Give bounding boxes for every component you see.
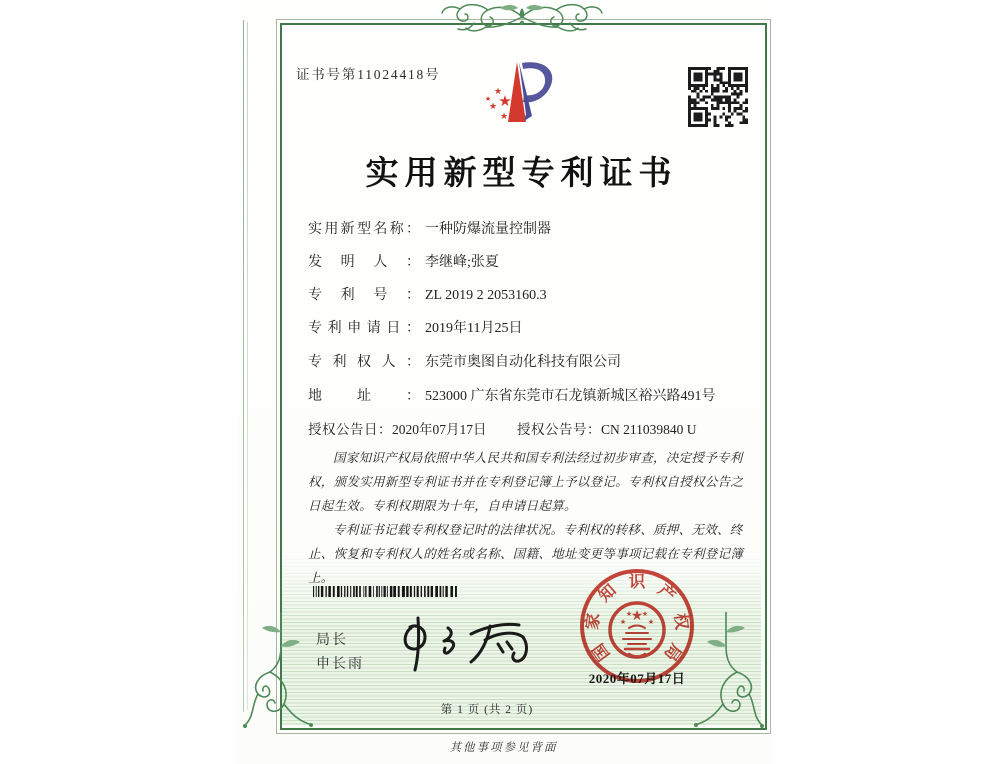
back-note: 其他事项参见背面 xyxy=(449,742,558,754)
field-value: 东莞市奥图自动化科技有限公司 xyxy=(425,355,621,370)
statutory-paragraph-1: 国家知识产权局依照中华人民共和国专利法经过初步审查，决定授予专利权，颁发实用新型专利证书并在专利登记簿上予以登记。专利权自授权公告之日起生效。专利权期限为十年，自申请日起算。 xyxy=(308,451,744,513)
svg-text:★: ★ xyxy=(488,101,498,111)
certificate-number: 证书号第11024418号 xyxy=(296,67,441,82)
svg-text:★: ★ xyxy=(647,618,655,626)
seal-char: 国 xyxy=(588,639,614,665)
qr-code xyxy=(688,67,748,127)
svg-text:★: ★ xyxy=(625,610,633,618)
director-signature xyxy=(393,606,553,684)
field-row xyxy=(308,351,621,371)
national-emblem xyxy=(610,603,664,657)
seal-char: 识 xyxy=(628,572,646,591)
field-row xyxy=(308,218,551,238)
cnipa-logo-icon xyxy=(483,58,557,132)
seal-char: 权 xyxy=(670,612,692,631)
director-position-label: 局长 xyxy=(316,633,348,648)
field-label: 实用新型名称： xyxy=(308,222,420,237)
field-label: 专利号： xyxy=(308,288,420,303)
field-value: 一种防爆流量控制器 xyxy=(425,222,551,237)
field-label: 地址： xyxy=(308,389,420,404)
page-edge-line xyxy=(247,22,248,710)
director-name: 申长雨 xyxy=(316,657,364,672)
grant-number-label: 授权公告号： xyxy=(517,422,601,437)
certificate-title: 实用新型专利证书 xyxy=(365,156,678,192)
svg-text:★: ★ xyxy=(619,618,627,626)
seal-date: 2020年07月17日 xyxy=(588,671,686,686)
seal-char: 知 xyxy=(594,580,620,606)
page-edge-line xyxy=(243,20,244,712)
field-label: 专利权人： xyxy=(308,355,420,370)
seal-char: 家 xyxy=(582,612,604,631)
field-label: 发明人： xyxy=(308,255,420,270)
svg-text:★: ★ xyxy=(630,609,644,624)
page-number: 第 1 页 (共 2 页) xyxy=(440,704,534,716)
top-flourish-ornament xyxy=(440,1,604,37)
grant-row xyxy=(308,418,697,438)
grant-date-value: 2020年07月17日 xyxy=(392,422,487,437)
field-row xyxy=(308,385,716,405)
grant-number-value: CN 211039840 U xyxy=(601,422,697,437)
svg-text:★: ★ xyxy=(498,94,512,110)
field-row xyxy=(308,251,499,271)
grant-date-label: 授权公告日： xyxy=(308,422,392,437)
field-value: 523000 广东省东莞市石龙镇新城区裕兴路491号 xyxy=(425,389,716,404)
field-value: 2019年11月25日 xyxy=(425,321,523,336)
field-row xyxy=(308,317,522,337)
field-row xyxy=(308,284,547,304)
barcode xyxy=(313,586,459,597)
certificate-page xyxy=(237,0,770,764)
field-value: 李继峰;张夏 xyxy=(425,255,499,270)
svg-text:★: ★ xyxy=(484,95,492,103)
field-value: ZL 2019 2 2053160.3 xyxy=(425,288,547,303)
seal-char: 产 xyxy=(654,580,680,606)
seal-char: 局 xyxy=(660,639,686,665)
svg-text:★: ★ xyxy=(499,111,509,121)
svg-text:★: ★ xyxy=(641,610,649,618)
field-label: 专利申请日： xyxy=(308,321,420,336)
statutory-paragraph-2: 专利证书记载专利权登记时的法律状况。专利权的转移、质押、无效、终止、恢复和专利权人的姓名或名称、国籍、地址变更等事项记载在专利登记簿上。 xyxy=(308,523,744,585)
svg-text:★: ★ xyxy=(493,86,503,96)
